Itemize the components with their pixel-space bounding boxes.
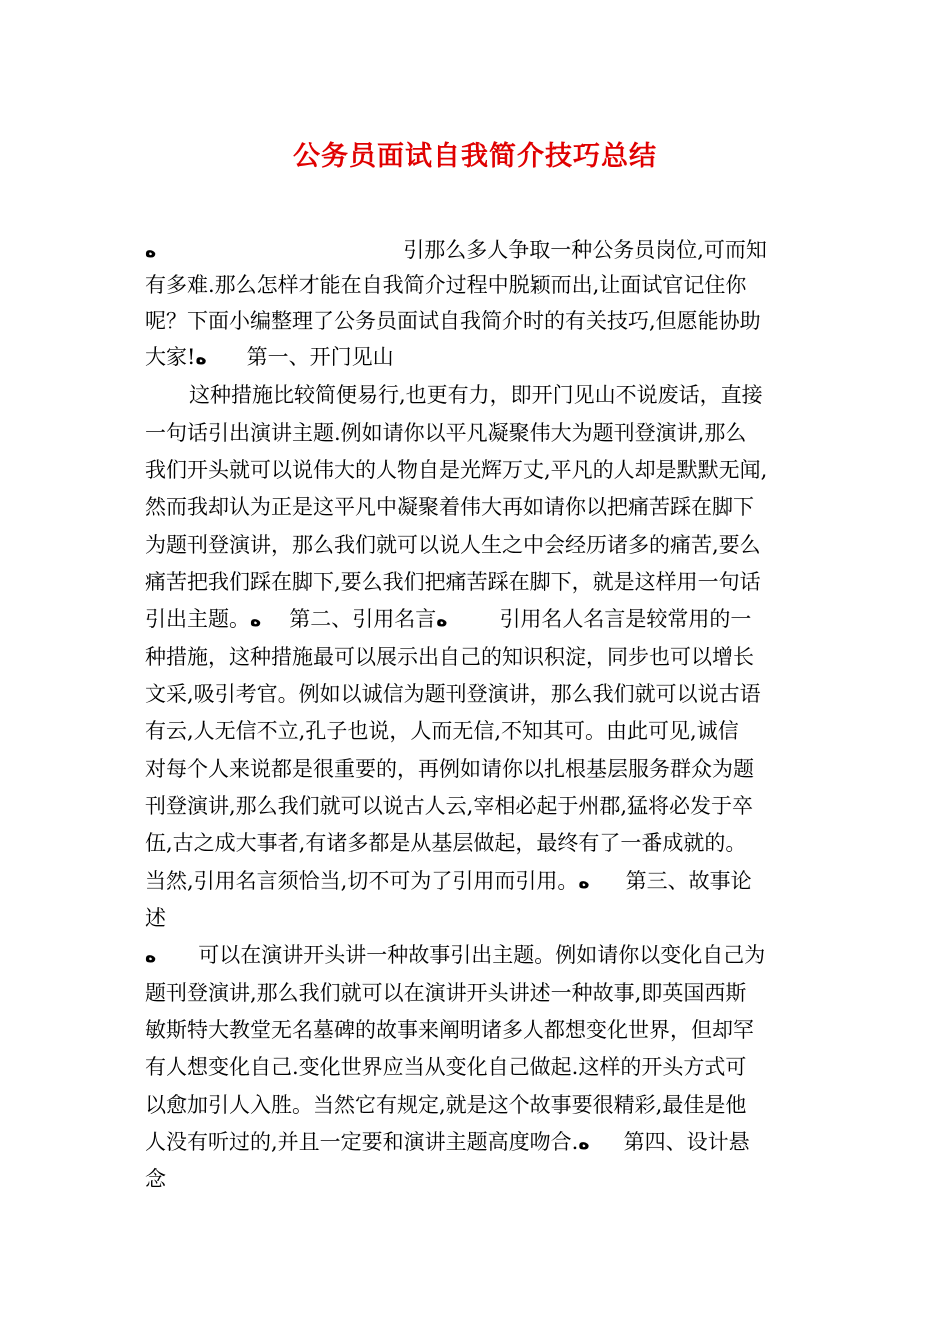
text-line-8 bbox=[145, 492, 754, 522]
text-span: 呢？下面小编整理了公务员面试自我简介时的有关技巧,但愿能协助 bbox=[145, 309, 761, 333]
text-line-5 bbox=[189, 380, 763, 410]
text-span: 有人想变化自己.变化世界应当从变化自己做起.这样的开头方式可 bbox=[145, 1055, 747, 1079]
text-span: 敏斯特大教堂无名墓碑的故事来阐明诸多人都想变化世界，但却罕 bbox=[145, 1018, 754, 1042]
text-span: 引用名人名言是较常用的一 bbox=[499, 607, 752, 631]
text-span: 可以在演讲开头讲一种故事引出主题。例如请你以变化自己为 bbox=[198, 943, 766, 967]
text-span: 第二、引用名言 bbox=[289, 607, 437, 631]
text-span: 这种措施比较简便易行,也更有力，即开门见山不说废话，直接 bbox=[189, 383, 763, 407]
text-span: 为题刊登演讲，那么我们就可以说人生之中会经历诸多的痛苦,要么 bbox=[145, 533, 761, 557]
text-line-11 bbox=[145, 604, 751, 634]
text-span: 念 bbox=[145, 1167, 166, 1191]
text-span: 一句话引出演讲主题.例如请你以平凡凝聚伟大为题刊登演讲,那么 bbox=[145, 421, 747, 445]
text-line-10 bbox=[145, 567, 761, 597]
text-span: 当然,引用名言须恰当,切不可为了引用而引用。 bbox=[145, 869, 579, 893]
text-span: 大家! bbox=[145, 345, 196, 369]
tab-mark: ﻩ bbox=[578, 1132, 590, 1154]
text-span: 题刊登演讲,那么我们就可以在演讲开头讲述一种故事,即英国西斯 bbox=[145, 981, 747, 1005]
text-span: 我们开头就可以说伟大的人物自是光辉万丈,平凡的人却是默默无闻, bbox=[145, 458, 768, 482]
tab-mark: ﻩ bbox=[578, 871, 590, 893]
text-line-4 bbox=[145, 342, 394, 372]
text-span: 人没有听过的,并且一定要和演讲主题高度吻合. bbox=[145, 1130, 579, 1154]
text-span: 然而我却认为正是这平凡中凝聚着伟大再如请你以把痛苦踩在脚下 bbox=[145, 495, 754, 519]
text-span: 引出主题。 bbox=[145, 607, 250, 631]
text-line-12 bbox=[145, 642, 754, 672]
text-line-17 bbox=[145, 828, 746, 858]
text-line-15 bbox=[145, 754, 754, 784]
text-line-25 bbox=[145, 1127, 750, 1157]
text-span: 以愈加引人入胜。当然它有规定,就是这个故事要很精彩,最佳是他 bbox=[145, 1093, 747, 1117]
text-line-6 bbox=[145, 418, 746, 448]
document-title: 公务员面试自我简介技巧总结 bbox=[293, 141, 657, 172]
text-line-14 bbox=[145, 716, 739, 746]
text-span: 引那么多人争取一种公务员岗位,可而知 bbox=[403, 238, 767, 262]
text-span: 文采,吸引考官。例如以诚信为题刊登演讲，那么我们就可以说古语 bbox=[145, 682, 761, 706]
text-line-18 bbox=[145, 866, 752, 896]
tab-mark: ﻩ bbox=[250, 609, 262, 631]
text-line-13 bbox=[145, 679, 761, 709]
text-span: 第一、开门见山 bbox=[246, 345, 394, 369]
tab-mark: ﻩ bbox=[145, 240, 157, 262]
tab-mark: ﻩ bbox=[195, 347, 207, 369]
text-span: 第三、故事论 bbox=[625, 869, 752, 893]
text-line-26 bbox=[145, 1164, 166, 1194]
text-line-16 bbox=[145, 791, 753, 821]
tab-mark: ﻩ bbox=[145, 945, 157, 967]
text-line-3 bbox=[145, 306, 761, 336]
text-line-21 bbox=[145, 978, 746, 1008]
text-span: 痛苦把我们踩在脚下,要么我们把痛苦踩在脚下，就是这样用一句话 bbox=[145, 570, 761, 594]
text-span: 刊登演讲,那么我们就可以说古人云,宰相必起于州郡,猛将必发于卒 bbox=[145, 794, 754, 818]
text-span: 伍,古之成大事者,有诸多都是从基层做起，最终有了一番成就的。 bbox=[145, 831, 747, 855]
text-line-23 bbox=[145, 1052, 746, 1082]
text-span: 种措施，这种措施最可以展示出自己的知识积淀，同步也可以增长 bbox=[145, 645, 754, 669]
text-span: 对每个人来说都是很重要的，再例如请你以扎根基层服务群众为题 bbox=[145, 757, 754, 781]
tab-mark: ﻩ bbox=[436, 609, 448, 631]
text-line-19 bbox=[145, 903, 166, 933]
text-line-24 bbox=[145, 1090, 746, 1120]
text-line-7 bbox=[145, 455, 767, 485]
text-line-2 bbox=[145, 270, 746, 300]
text-line-20 bbox=[145, 940, 765, 970]
text-line-22 bbox=[145, 1015, 754, 1045]
text-span: 述 bbox=[145, 906, 166, 930]
text-span: 有云,人无信不立,孔子也说，人而无信,不知其可。由此可见,诚信 bbox=[145, 719, 739, 743]
text-span: 第四、设计悬 bbox=[623, 1130, 750, 1154]
text-line-9 bbox=[145, 530, 761, 560]
text-span: 有多难.那么怎样才能在自我简介过程中脱颖而出,让面试官记住你 bbox=[145, 273, 747, 297]
text-line-1 bbox=[145, 235, 767, 265]
